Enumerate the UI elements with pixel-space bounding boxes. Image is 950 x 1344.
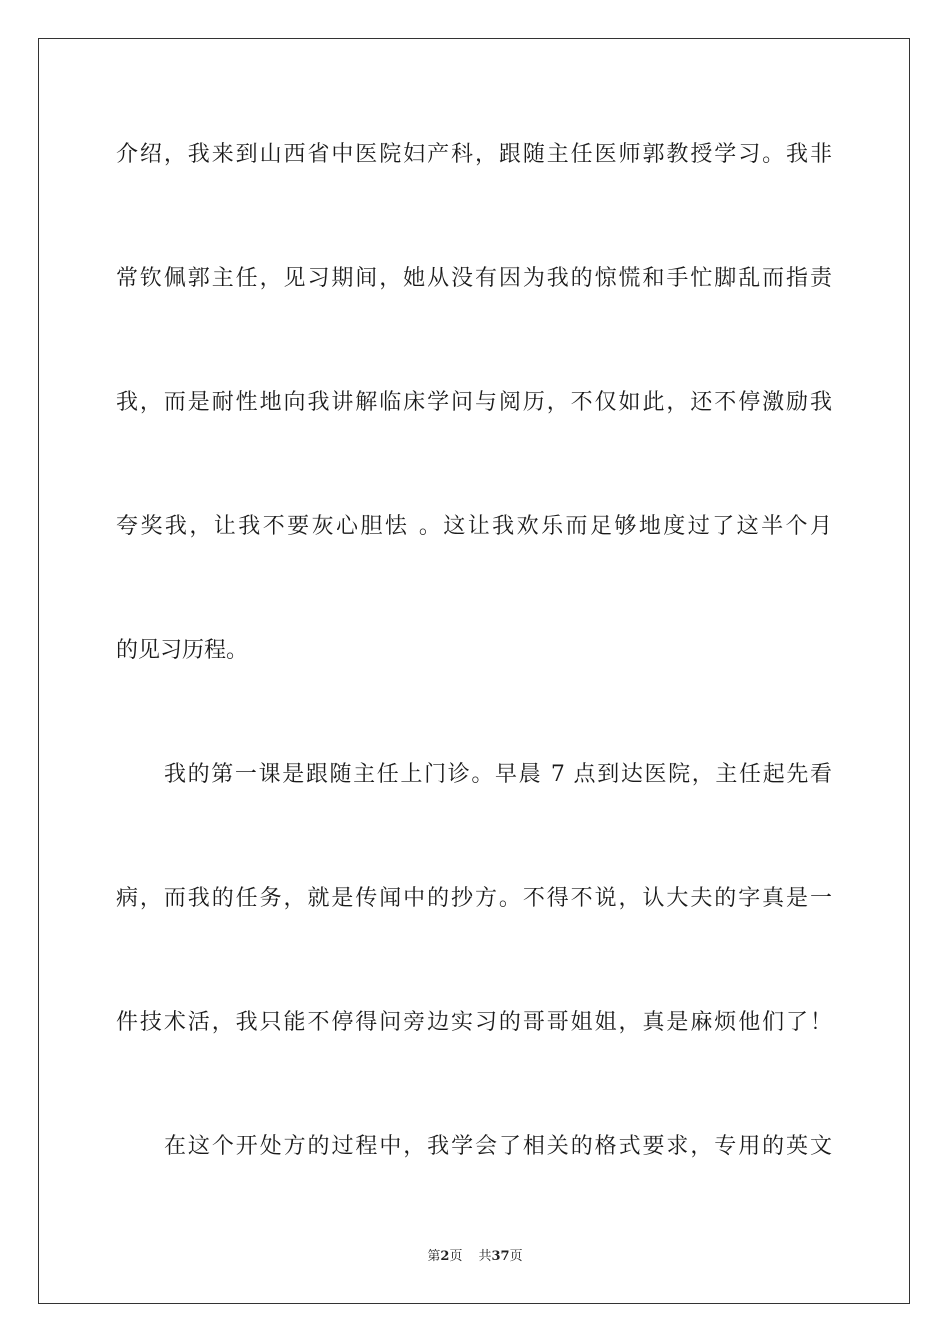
- page-footer: [0, 1248, 950, 1266]
- footer-total-prefix: 共: [478, 1249, 492, 1264]
- footer-page-suffix: 页: [449, 1249, 463, 1264]
- paragraph-3-line-1: 在这个开处方的过程中，我学会了相关的格式要求，专用的英文: [164, 1134, 832, 1159]
- paragraph-2-line-2: 病，而我的任务，就是传闻中的抄方。不得不说，认大夫的字真是一: [116, 886, 832, 911]
- text-line-4: 夸奖我，让我不要灰心胆怯 。这让我欢乐而足够地度过了这半个月: [116, 514, 832, 539]
- text-line-2: 常钦佩郭主任，见习期间，她从没有因为我的惊慌和手忙脚乱而指责: [116, 266, 832, 291]
- paragraph-2-line-1: 我的第一课是跟随主任上门诊。早晨 7 点到达医院，主任起先看: [164, 762, 832, 787]
- paragraph-2-line-3: 件技术活，我只能不停得问旁边实习的哥哥姐姐，真是麻烦他们了！: [116, 1010, 832, 1035]
- text-line-1: 介绍，我来到山西省中医院妇产科，跟随主任医师郭教授学习。我非: [116, 142, 832, 167]
- footer-total-pages: 37: [491, 1249, 510, 1264]
- footer-page-prefix: 第: [427, 1249, 441, 1264]
- text-line-3: 我，而是耐性地向我讲解临床学问与阅历，不仅如此，还不停激励我: [116, 390, 832, 415]
- page-border: [38, 38, 910, 1304]
- text-line-5: 的见习历程。: [116, 638, 249, 663]
- footer-page-number: 2: [440, 1249, 450, 1264]
- footer-total-suffix: 页: [509, 1249, 523, 1264]
